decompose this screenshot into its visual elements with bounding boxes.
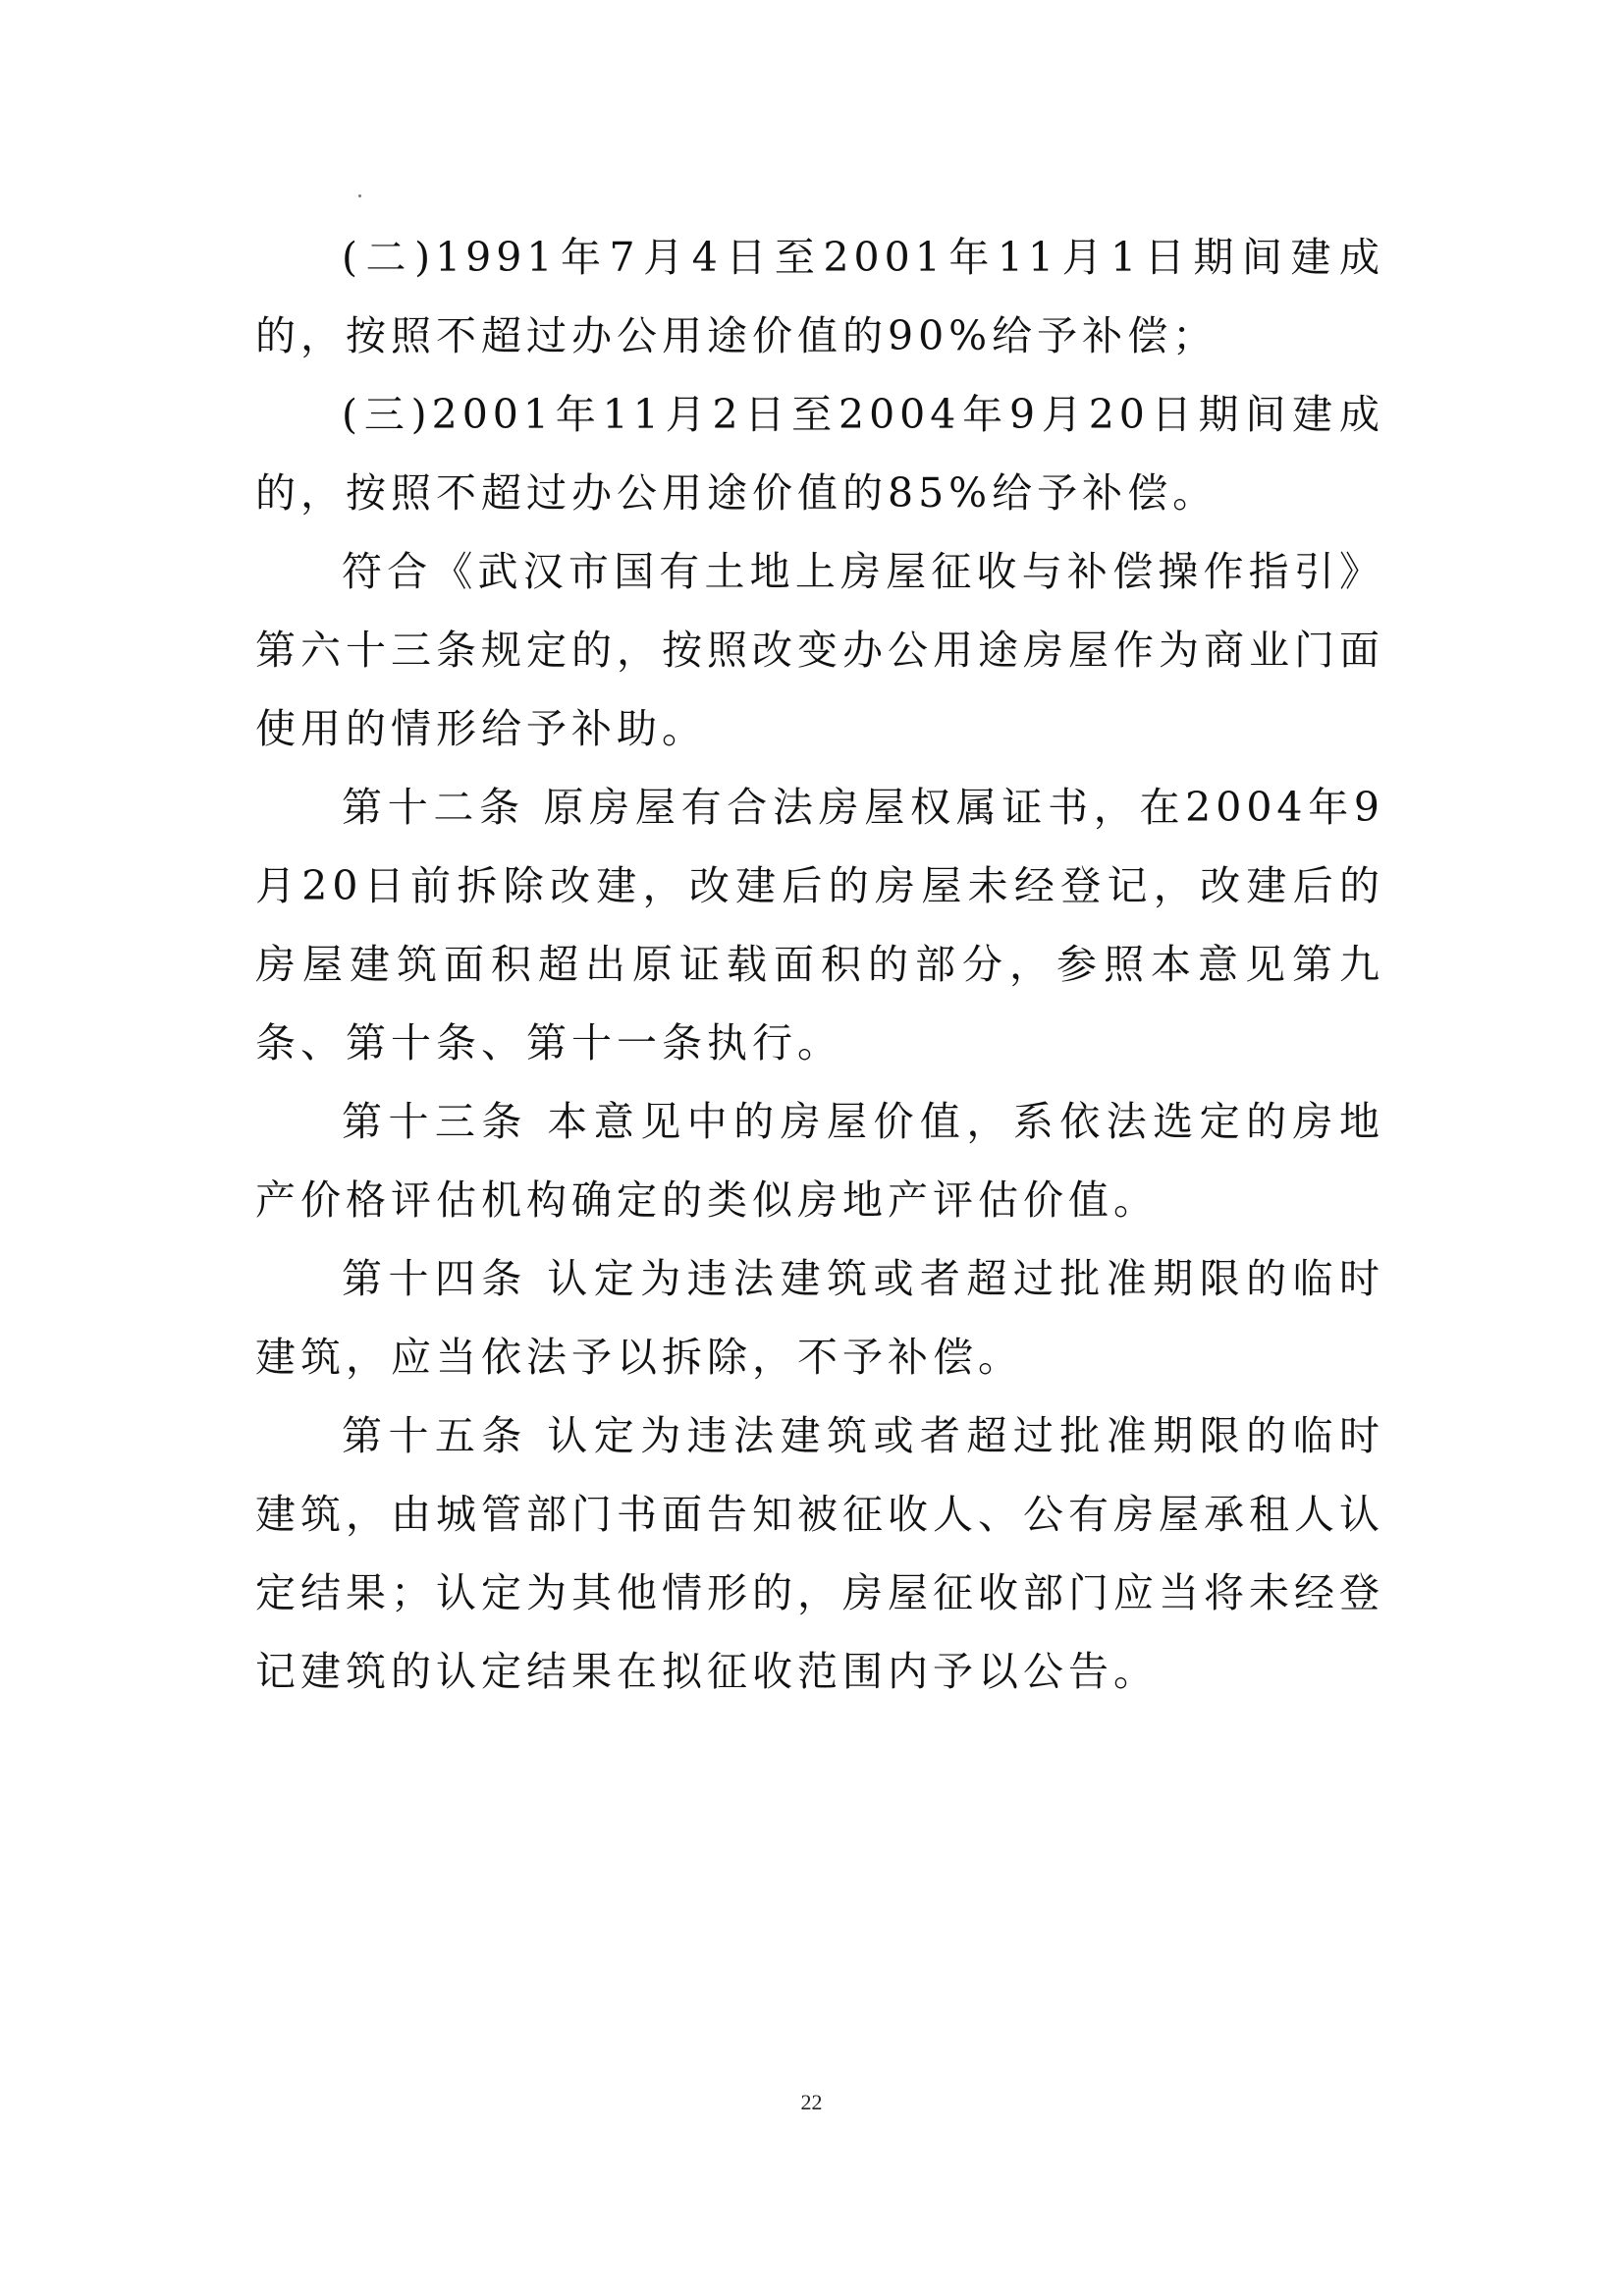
paragraph-article-13: 第十三条 本意见中的房屋价值，系依法选定的房地产价格评估机构确定的类似房地产评估价值。 (255, 1098, 1384, 1224)
paragraph-clause-3: (三)2001年11月2日至2004年9月20日期间建成的，按照不超过办公用途价值的85%给予补偿。 (255, 391, 1384, 517)
paragraph-guideline-reference: 符合《武汉市国有土地上房屋征收与补偿操作指引》第六十三条规定的，按照改变办公用途房屋作为商业门面使用的情形给予补助。 (255, 548, 1384, 752)
scan-speck (358, 194, 361, 197)
paragraph-article-15: 第十五条 认定为违法建筑或者超过批准期限的临时建筑，由城管部门书面告知被征收人、公有房屋承租人认定结果；认定为其他情形的，房屋征收部门应当将未经登记建筑的认定结果在拟征收范围内予以公告。 (255, 1412, 1384, 1695)
document-body (255, 218, 1384, 1711)
paragraph-clause-2: (二)1991年7月4日至2001年11月1日期间建成的，按照不超过办公用途价值的90%给予补偿； (255, 234, 1384, 359)
page-number: 22 (800, 2090, 823, 2114)
paragraph-article-12: 第十二条 原房屋有合法房屋权属证书，在2004年9月20日前拆除改建，改建后的房屋未经登记，改建后的房屋建筑面积超出原证载面积的部分，参照本意见第九条、第十条、第十一条执行。 (255, 784, 1384, 1066)
paragraph-article-14: 第十四条 认定为违法建筑或者超过批准期限的临时建筑，应当依法予以拆除，不予补偿。 (255, 1255, 1384, 1381)
